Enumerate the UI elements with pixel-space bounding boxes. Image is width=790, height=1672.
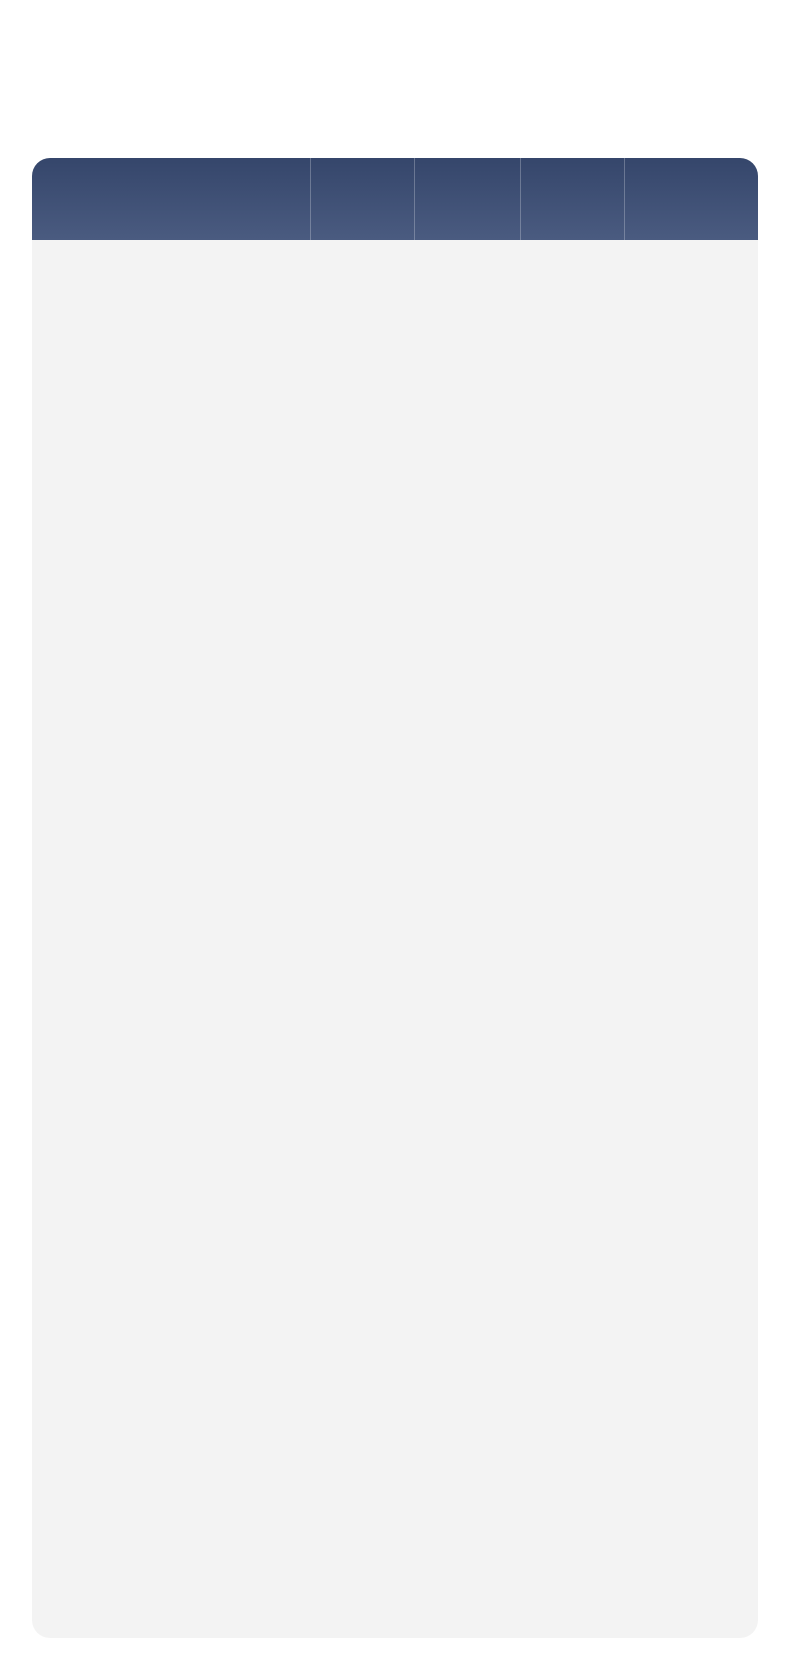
header-col-standard — [414, 158, 521, 240]
table-header — [32, 158, 758, 240]
header-col-pro — [520, 158, 625, 240]
header-col-max — [624, 158, 758, 240]
header-feature-label — [32, 158, 310, 240]
config-table — [32, 158, 758, 1638]
header-col-basic — [310, 158, 415, 240]
